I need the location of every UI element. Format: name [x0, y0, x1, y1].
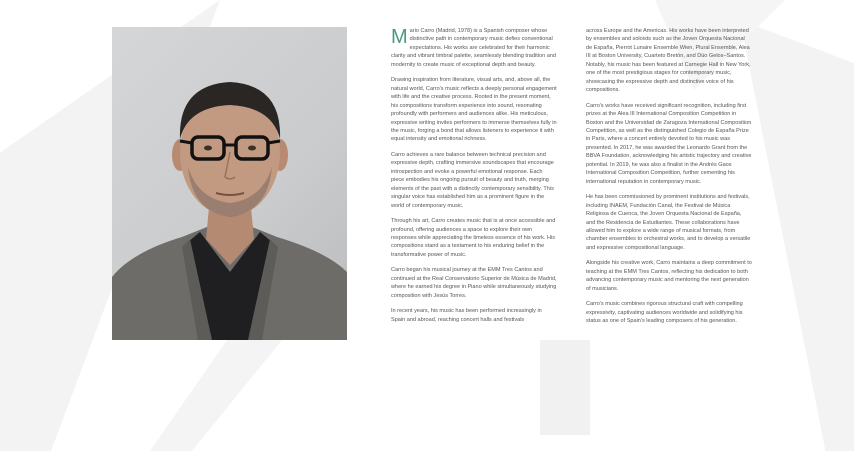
bio-paragraph: Alongside his creative work, Carro maintains a deep commitment to teaching at the EMM Tres Cantos, reflecting his dedication to both advancing contemporary music and mentoring the next generation of musicians. — [586, 260, 752, 292]
biography-column-1 — [391, 27, 557, 331]
bio-paragraph: Drawing inspiration from literature, visual arts, and, above all, the natural world, Carro's music reflects a deeply personal engagement with life and the creative process. Rooted in the present moment, his compositions transform experience into sound, resonating profoundly with performers and audiences alike. His meticulous, expressive writing invites performers to immerse themselves fully in the music, forging a bond that allows listeners to experience it with equal intensity and emotional richness. — [391, 77, 557, 143]
bio-paragraph: across Europe and the Americas. His works have been interpreted by ensembles and soloists such as the Joven Orquesta Nacional de España, Pierrot Lunaire Ensemble Wien, Plural Ensemble, Alea III at Boston University, Cuarteto Bretón, and Dúo Gelos–Santos. Notably, his music has been featured at Carnegie Hall in New York, one of the most prestigious stages for contemporary music, showcasing the expressive depth and distinctive voice of his compositions. — [586, 28, 751, 94]
bio-paragraph: Carro began his musical journey at the EMM Tres Cantos and continued at the Real Conservatorio Superior de Música de Madrid, where he earned his degree in Piano while simultaneously studying composition with Jesús Torres. — [391, 267, 557, 299]
drop-cap: M — [391, 26, 408, 48]
bio-paragraph: Carro's music combines rigorous structural craft with compelling expressivity, captivating audiences worldwide and solidifying his status as one of Spain's leading composers of his generation. — [586, 301, 743, 325]
bio-paragraph: Carro's works have received significant recognition, including first prizes at the Alea III International Composition Competition in Boston and the Universidad de Zaragoza International Composition Competition, as well as the distinguished Colegio de España Prize in Paris, where a concert entirely devoted to his music was presented. In 2017, he was awarded the Leonardo Grant from the BBVA Foundation, acknowledging his artistic trajectory and creative potential. In 2019, he was also a finalist in the Andrés Gaos International Composition Competition, further cementing his international reputation in contemporary music. — [586, 102, 752, 185]
bio-paragraph: In recent years, his music has been performed increasingly in Spain and abroad, reaching concert halls and festivals — [391, 308, 542, 323]
background-shape — [150, 330, 290, 451]
biography-column-2 — [586, 27, 752, 333]
composer-portrait — [112, 27, 347, 340]
bio-paragraph: Through his art, Carro creates music that is at once accessible and profound, offering audiences a space to explore their own responses while appreciating the timeless essence of his work. His compositions stand as a testament to his enduring belief in the transformative power of music. — [391, 218, 556, 258]
bio-paragraph: Carro achieves a rare balance between technical precision and expressive depth, crafting immersive soundscapes that encourage introspection and evoke a powerful emotional response. Each piece embodies his ongoing pursuit of beauty and truth, merging elements of the past with a distinctly contemporary sensibility. This singular voice has established him as a prominent figure in the world of contemporary music. — [391, 151, 554, 209]
bio-paragraph: He has been commissioned by prominent institutions and festivals, including INAEM, Fundación Canal, the Festival de Música Religiosa de Cuenca, the Joven Orquesta Nacional de España, and the Residencia de Estudiantes. These collaborations have allowed him to explore a wide range of musical formats, from chamber ensembles to orchestral works, and to develop a versatile and expressive compositional language. — [586, 194, 751, 251]
background-shape — [540, 340, 590, 435]
bio-paragraph: Mario Carro (Madrid, 1978) is a Spanish composer whose distinctive path in contemporary music defies conventional expectations. His works are celebrated for their harmonic clarity and vibrant timbral palette, seamlessly blending tradition and modernity to create music of exceptional depth and beauty. — [391, 26, 556, 68]
